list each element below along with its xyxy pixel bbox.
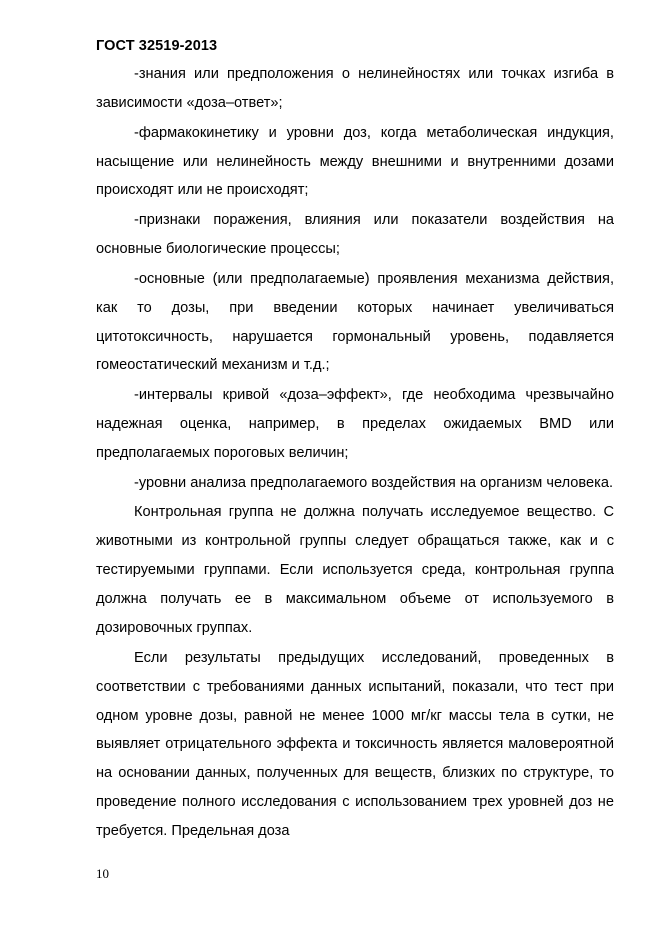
- paragraph: -интервалы кривой «доза–эффект», где необходима чрезвычайно надежная оценка, например, в пределах ожидаемых BMD или предполагаемых пороговых величин;: [96, 387, 614, 461]
- document-header: ГОСТ 32519-2013: [96, 38, 218, 54]
- document-body: [96, 60, 614, 846]
- paragraph: Если результаты предыдущих исследований, проведенных в соответствии с требованиями данных испытаний, показали, что тест при одном уровне дозы, равной не менее 1000 мг/кг массы тела в сутки, не выявляет отрицательного эффекта и токсичность является маловероятной на основании данных, полученных для веществ, близких по структуре, то проведение полного исследования с использованием трех уровней доз не требуется. Предельная доза: [96, 649, 614, 840]
- page-number: 10: [96, 866, 109, 881]
- paragraph: -уровни анализа предполагаемого воздействия на организм человека.: [134, 474, 614, 491]
- paragraph: -знания или предположения о нелинейностях или точках изгиба в зависимости «доза–ответ»;: [96, 66, 614, 111]
- paragraph: -фармакокинетику и уровни доз, когда метаболическая индукция, насыщение или нелинейность между внешними и внутренними дозами происходят или не происходят;: [96, 124, 614, 199]
- paragraph: -признаки поражения, влияния или показатели воздействия на основные биологические процессы;: [96, 212, 614, 258]
- paragraph: -основные (или предполагаемые) проявления механизма действия, как то дозы, при введении которых начинает увеличиваться цитотоксичность, нарушается гормональный уровень, подавляется гомеостатический механизм и т.д.;: [96, 270, 614, 374]
- paragraph: Контрольная группа не должна получать исследуемое вещество. С животными из контрольной группы следует обращаться также, как и с тестируемыми группами. Если используется среда, контрольная группа должна получать ее в максимальном объеме от используемого в дозировочных группах.: [96, 504, 614, 636]
